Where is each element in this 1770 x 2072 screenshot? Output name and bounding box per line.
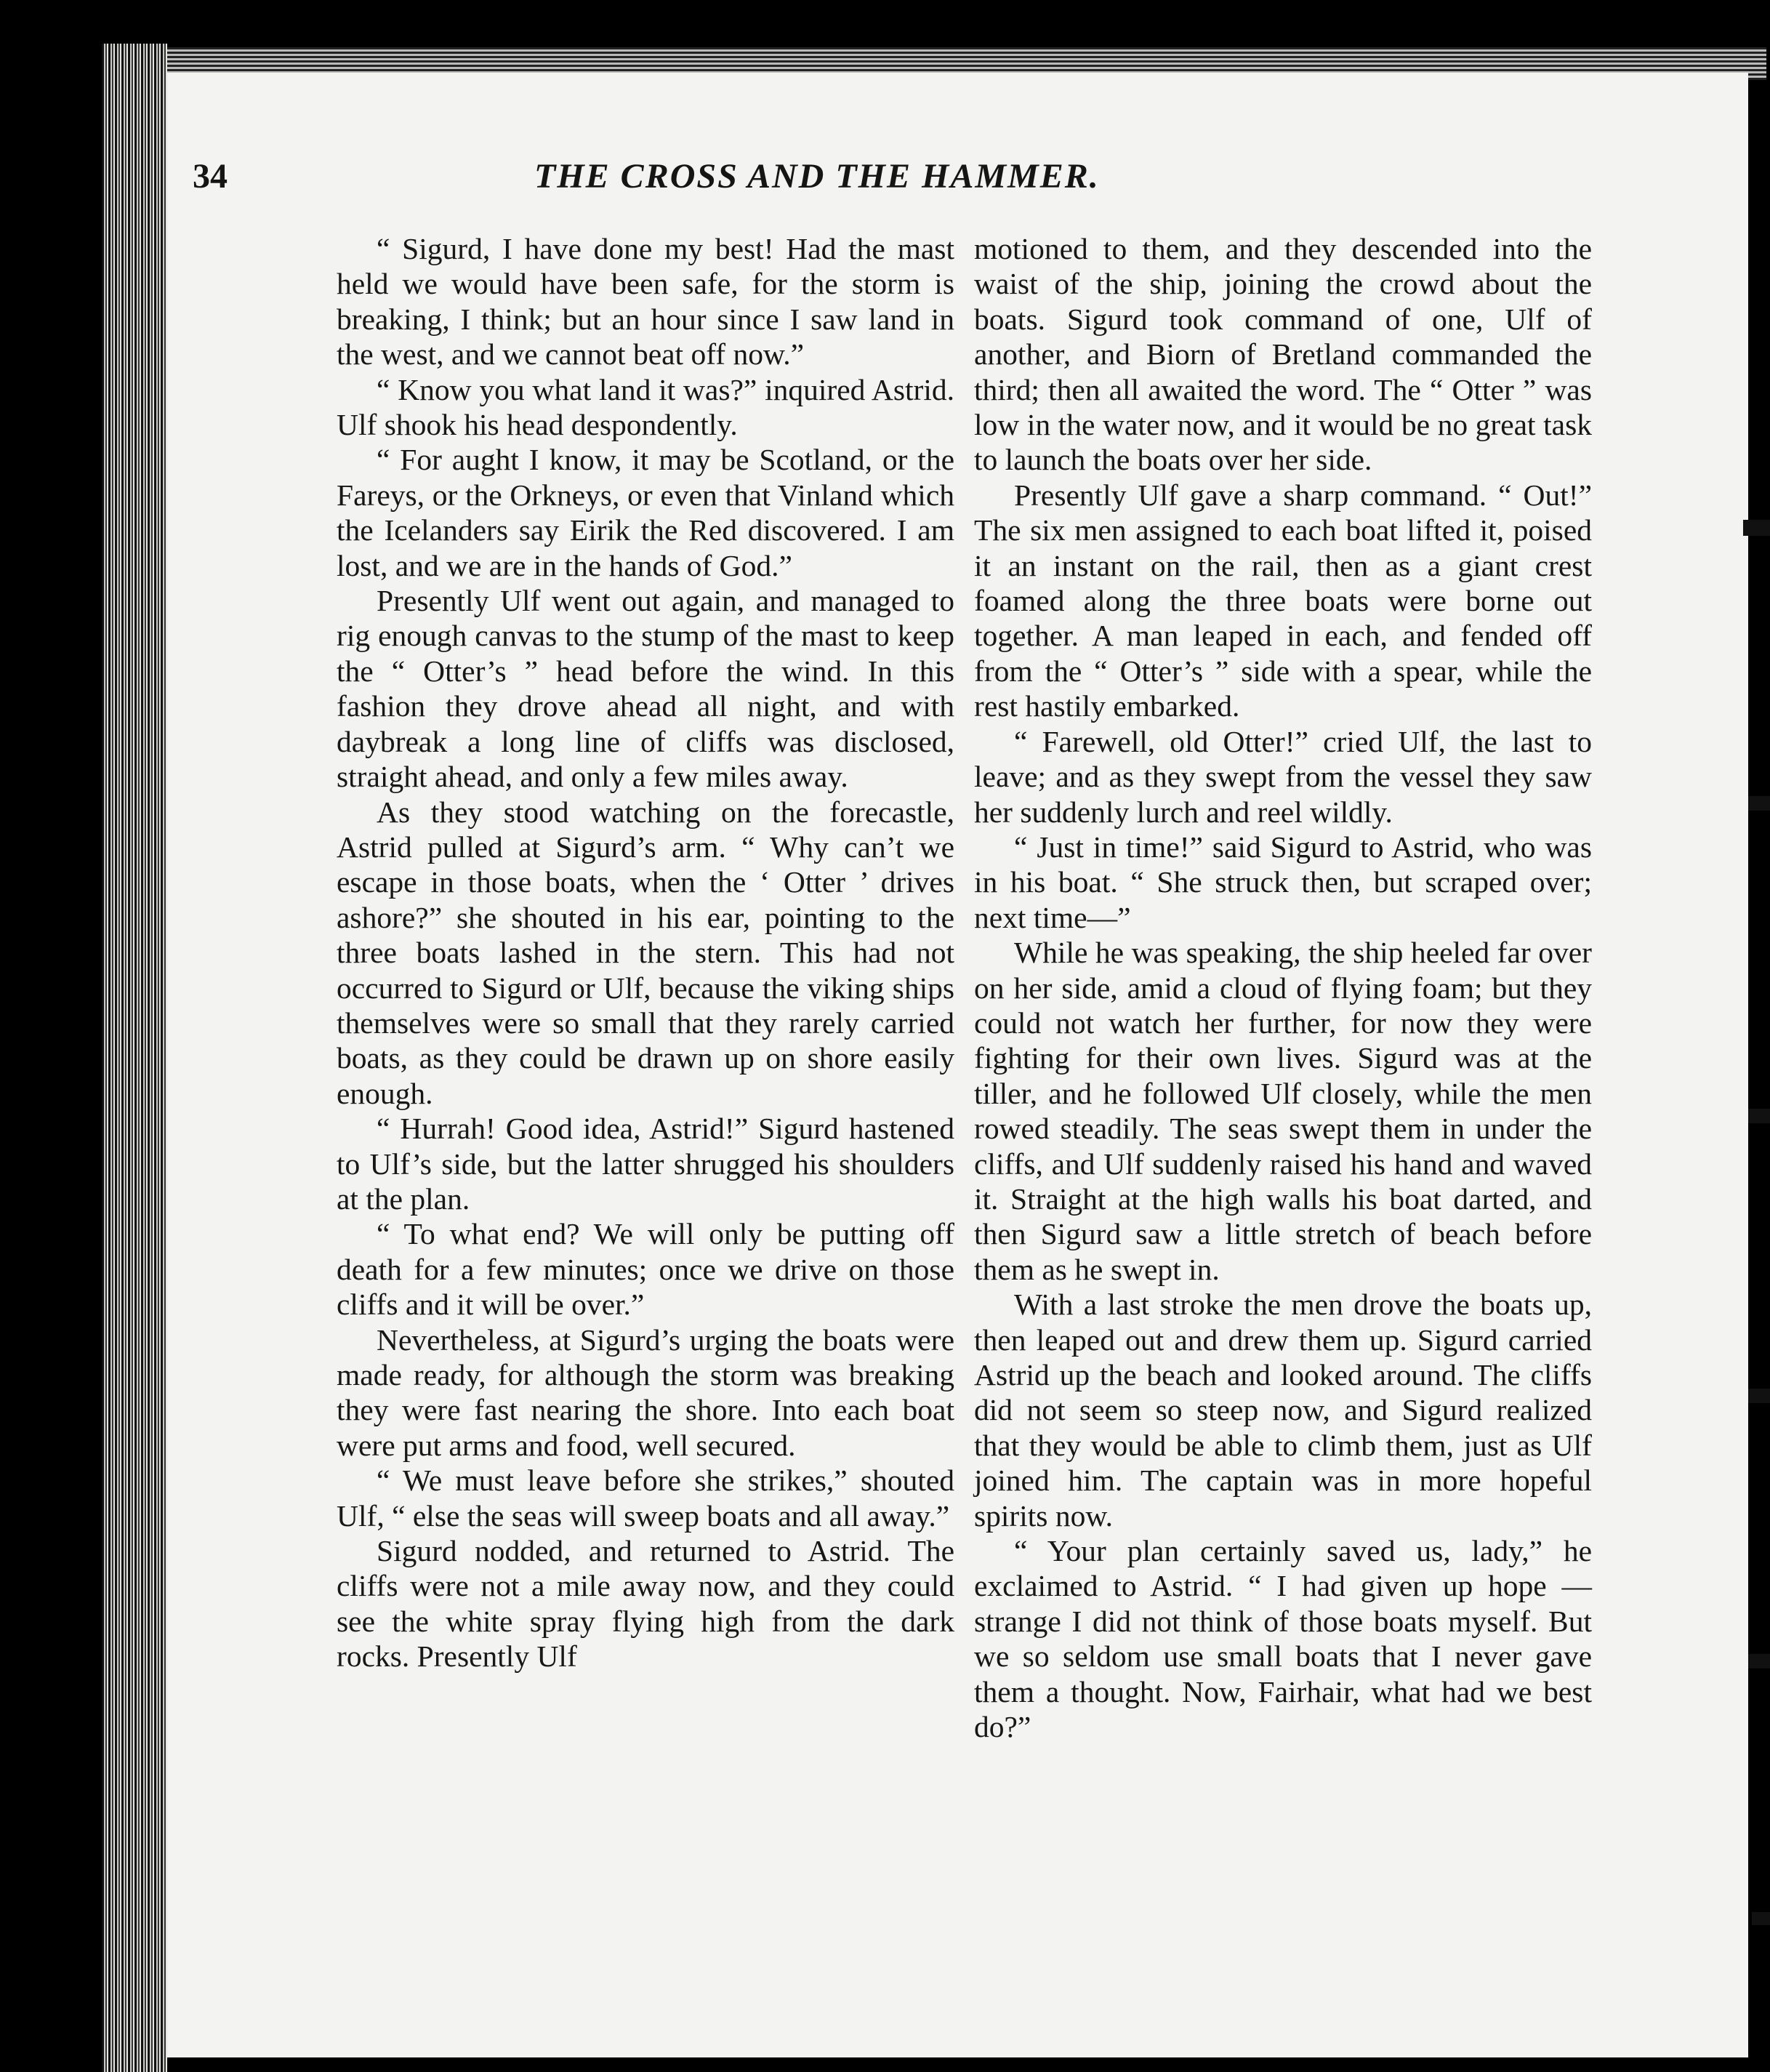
- left-column: [337, 231, 954, 1674]
- paragraph: Presently Ulf gave a sharp command. “ Out!” The six men assigned to each boat lifted it, poised it an instant on the rail, then as a giant crest foamed along the three boats were borne out together. A man leaped in each, and fended off from the “ Otter’s ” side with a spear, while the rest hastily embarked.: [974, 478, 1592, 723]
- running-head: THE CROSS AND THE HAMMER.: [534, 157, 1100, 196]
- paragraph: “ Your plan certainly saved us, lady,” he exclaimed to Astrid. “ I had given up hope —strange I did not think of those boats myself. But we so seldom use small boats that I never gave them a thought. Now, Fairhair, what had we best do?”: [974, 1534, 1592, 1744]
- paragraph: “ To what end? We will only be putting off death for a few minutes; once we drive on those cliffs and it will be over.”: [337, 1217, 954, 1322]
- paragraph: Nevertheless, at Sigurd’s urging the boats were made ready, for although the storm was breaking they were fast nearing the shore. Into each boat were put arms and food, well secured.: [337, 1322, 954, 1462]
- paragraph: Presently Ulf went out again, and managed to rig enough canvas to the stump of the mast to keep the “ Otter’s ” head before the wind. In this fashion they drove ahead all night, and with daybreak a long line of cliffs was disclosed, straight ahead, and only a few miles away.: [337, 584, 954, 794]
- scan-edge-mark: [1743, 520, 1770, 536]
- paragraph: “ For aught I know, it may be Scotland, or the Fareys, or the Orkneys, or even that Vinland which the Icelanders say Eirik the Red discovered. I am lost, and we are in the hands of God.”: [337, 443, 954, 582]
- scan-edge-mark: [1748, 1109, 1770, 1123]
- paragraph: “ Hurrah! Good idea, Astrid!” Sigurd hastened to Ulf’s side, but the latter shrugged his shoulders at the plan.: [337, 1112, 954, 1216]
- scan-edge-mark: [1748, 1654, 1770, 1669]
- paragraph: Sigurd nodded, and returned to Astrid. The cliffs were not a mile away now, and they could see the white spray flying high from the dark rocks. Presently Ulf: [337, 1534, 954, 1674]
- book-binding-edge: [102, 44, 167, 2072]
- scan-edge-mark: [1752, 1912, 1770, 1925]
- right-column: [974, 231, 1592, 1744]
- paragraph: As they stood watching on the forecastle, Astrid pulled at Sigurd’s arm. “ Why can’t we escape in those boats, when the ‘ Otter ’ drives ashore?” she shouted in his ear, pointing to the three boats lashed in the stern. This had not occurred to Sigurd or Ulf, because the viking ships themselves were so small that they rarely carried boats, as they could be drawn up on shore easily enough.: [337, 795, 954, 1110]
- page-header: [193, 156, 1574, 207]
- paragraph: While he was speaking, the ship heeled far over on her side, amid a cloud of flying foam; but they could not watch her further, for now they were fighting for their own lives. Sigurd was at the tiller, and he followed Ulf closely, while the men rowed steadily. The seas swept them in under the cliffs, and Ulf suddenly raised his hand and waved it. Straight at the high walls his boat darted, and then Sigurd saw a little stretch of beach before them as he swept in.: [974, 936, 1592, 1286]
- paragraph: With a last stroke the men drove the boats up, then leaped out and drew them up. Sigurd carried Astrid up the beach and looked around. The cliffs did not seem so steep now, and Sigurd realized that they would be able to climb them, just as Ulf joined him. The captain was in more hopeful spirits now.: [974, 1288, 1592, 1533]
- paragraph: “ We must leave before she strikes,” shouted Ulf, “ else the seas will sweep boats and all away.”: [337, 1463, 954, 1533]
- scan-edge-mark: [1748, 796, 1770, 811]
- page-number: 34: [193, 157, 228, 196]
- paragraph: motioned to them, and they descended into the waist of the ship, joining the crowd about the boats. Sigurd took command of one, Ulf of another, and Biorn of Bretland commanded the third; then all awaited the word. The “ Otter ” was low in the water now, and it would be no great task to launch the boats over her side.: [974, 232, 1592, 477]
- scan-edge-mark: [1748, 1389, 1770, 1403]
- paragraph: “ Farewell, old Otter!” cried Ulf, the last to leave; and as they swept from the vessel they saw her suddenly lurch and reel wildly.: [974, 724, 1592, 829]
- paragraph: “ Just in time!” said Sigurd to Astrid, who was in his boat. “ She struck then, but scraped over; next time—”: [974, 830, 1592, 934]
- paragraph: “ Sigurd, I have done my best! Had the mast held we would have been safe, for the storm is breaking, I think; but an hour since I saw land in the west, and we cannot beat off now.”: [337, 232, 954, 372]
- paragraph: “ Know you what land it was?” inquired Astrid. Ulf shook his head despondently.: [337, 372, 954, 442]
